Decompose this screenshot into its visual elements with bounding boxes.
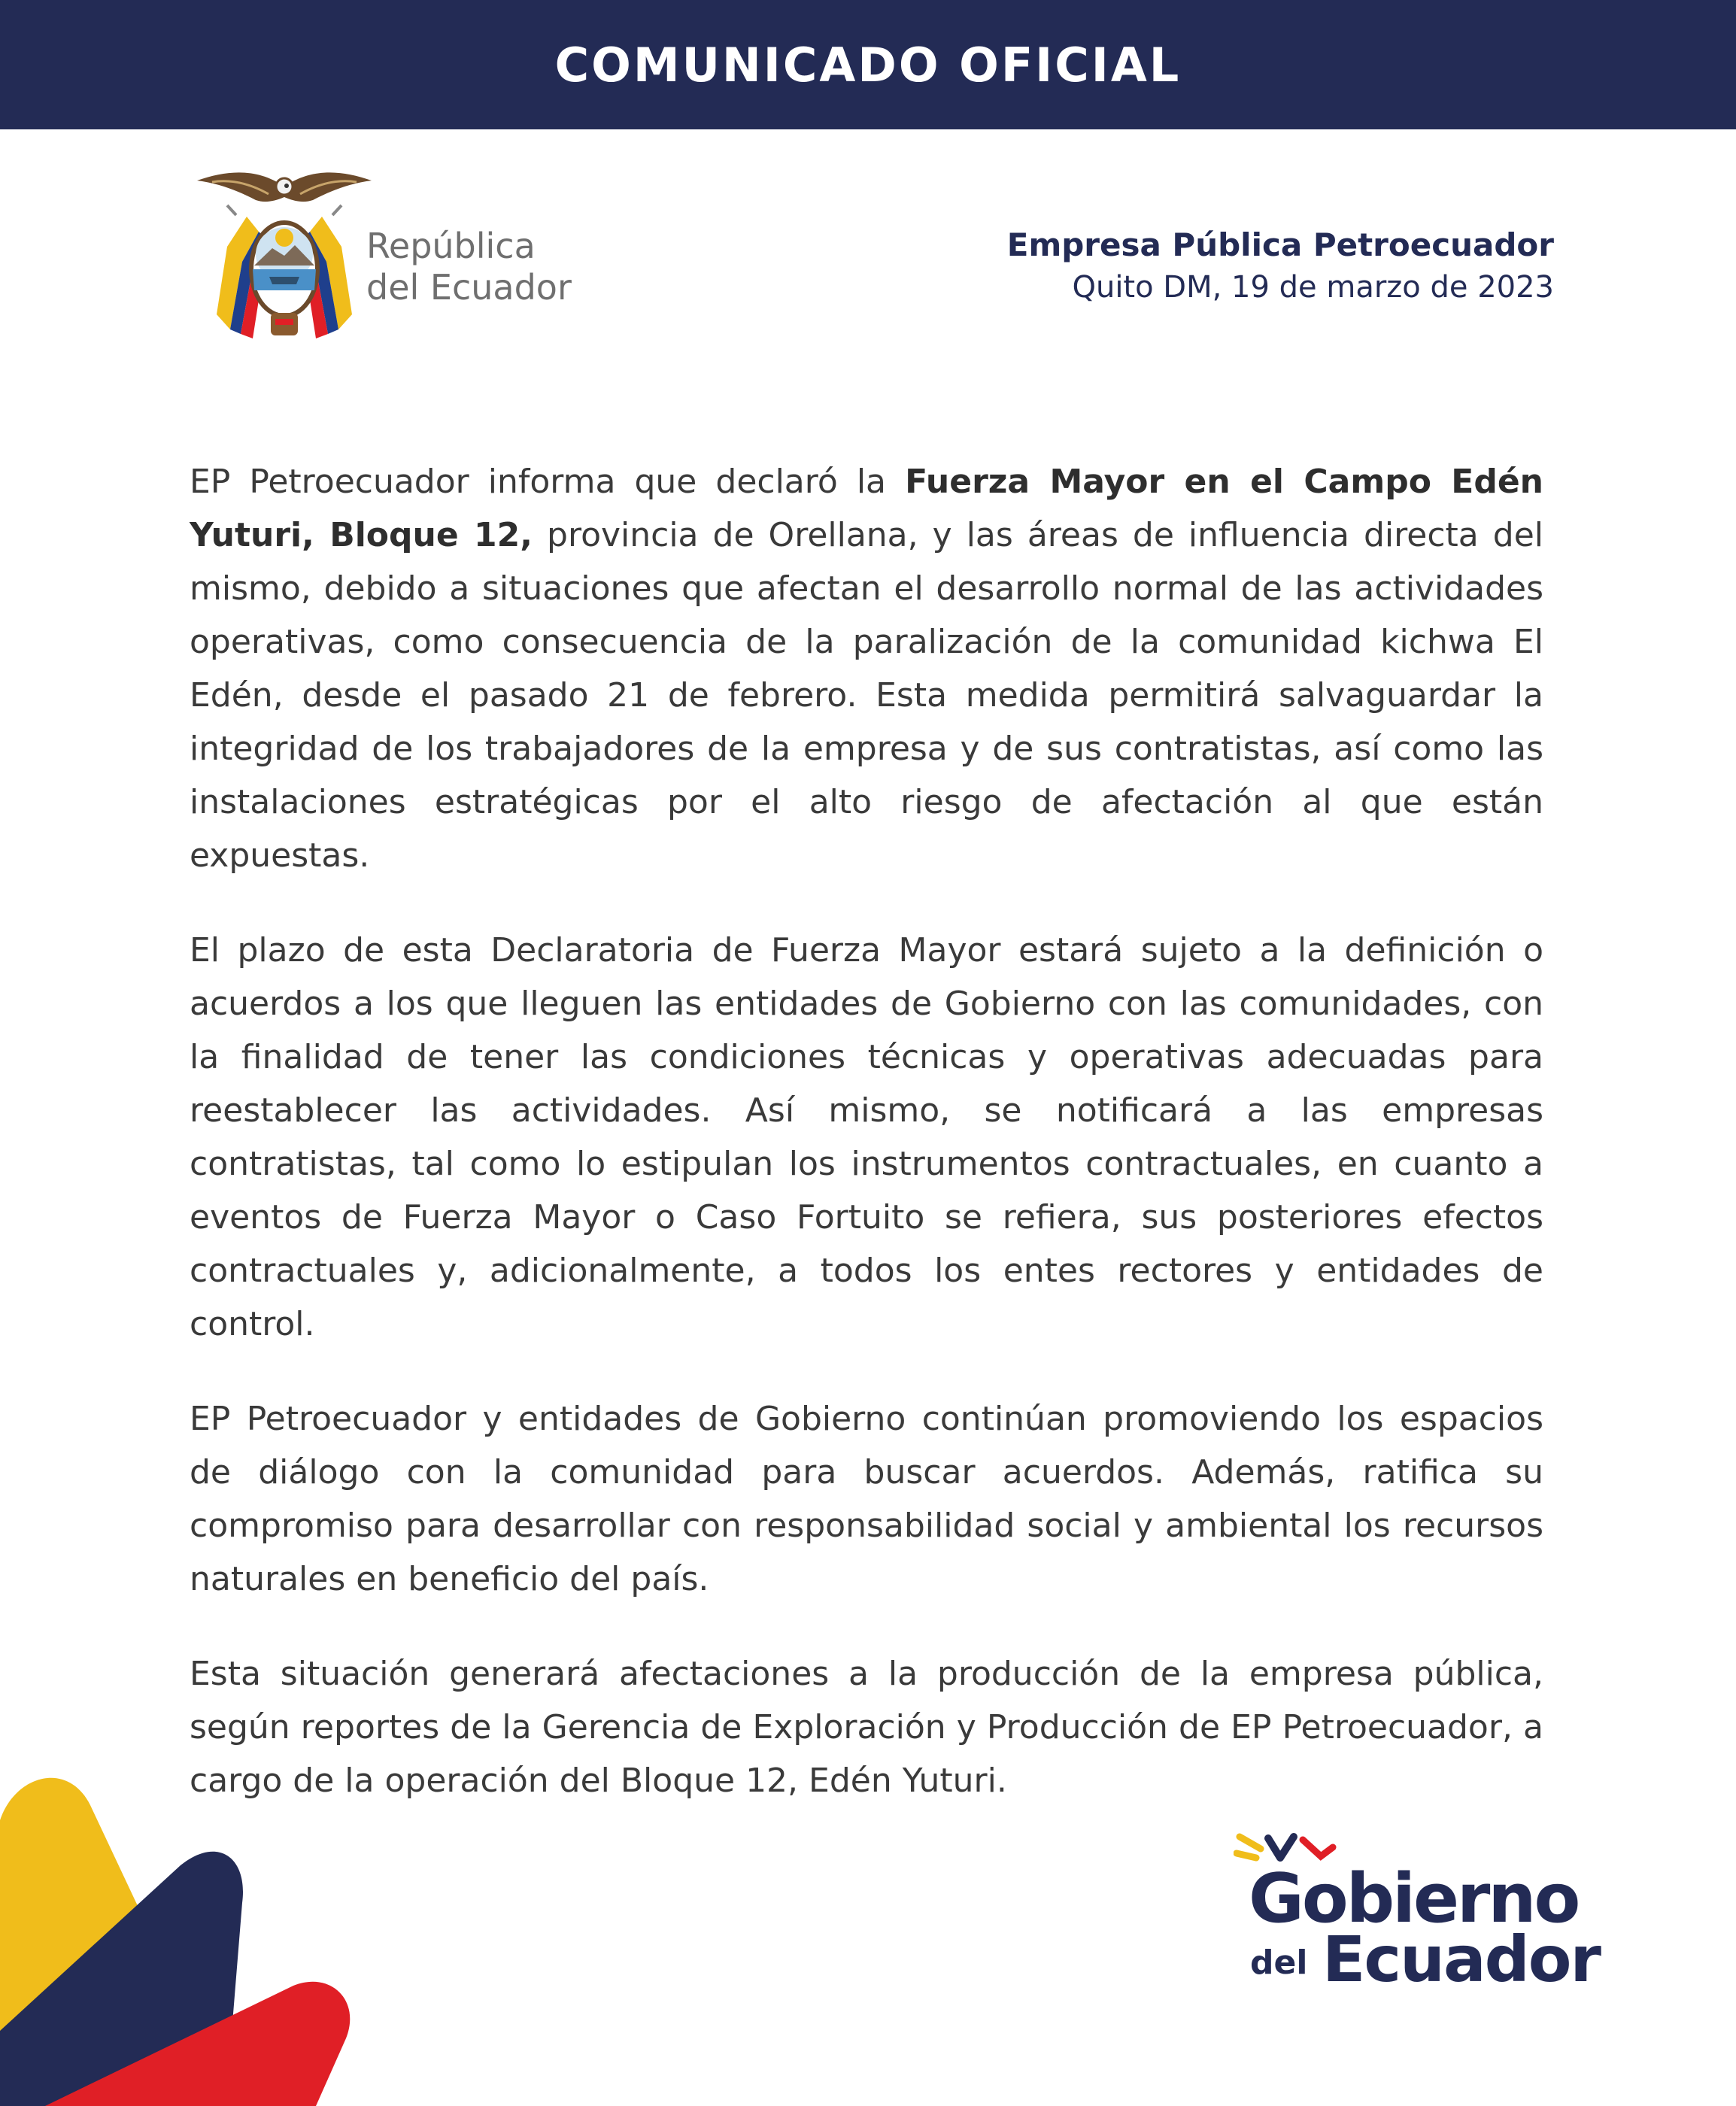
paragraph-2: El plazo de esta Declaratoria de Fuerza Mayor estará sujeto a la definición o acuerdos a los que lleguen las entidades de Gobierno con las comunidades, con la finalidad de tener las condiciones técnicas y operativas adecuadas para reestablecer las actividades. Así mismo, se notificará a las empresas contratistas, tal como lo estipulan los instrumentos contractuales, en cuanto a eventos de Fuerza Mayor o Caso Fortuito se refiera, sus posteriores efectos contractuales y, adicionalmente, a todos los entes rectores y entidades de control.: [190, 931, 1543, 1343]
paragraph-1: [190, 455, 1543, 882]
communique-body: [190, 455, 1543, 1849]
republica-del-ecuador-label: [366, 226, 572, 308]
del-word: del: [1250, 1944, 1308, 1982]
paragraph-1-bold: Fuerza Mayor en el Campo Edén Yuturi, Bloque 12,: [190, 463, 1544, 554]
ecuador-word: Ecuador: [1322, 1922, 1600, 1996]
republica-line1: República: [366, 226, 536, 266]
paragraph-4: Esta situación generará afectaciones a la producción de la empresa pública, según reportes de la Gerencia de Exploración y Producción de EP Petroecuador, a cargo de la operación del Bloque 12, Edén Yuturi.: [190, 1655, 1543, 1800]
paragraph-1-rest: provincia de Orellana, y las áreas de influencia directa del mismo, debido a situaciones que afectan el desarrollo normal de las actividades operativas, como consecuencia de la paralización de la comunidad kichwa El Edén, desde el pasado 21 de febrero. Esta medida permitirá salvaguardar la integridad de los trabajadores de la empresa y de sus contratistas, así como las instalaciones estratégicas por el alto riesgo de afectación al que están expuestas.: [190, 516, 1543, 875]
page-title: COMUNICADO OFICIAL: [554, 37, 1182, 93]
tricolor-decoration: [0, 1760, 376, 2106]
paragraph-1-lead: EP Petroecuador informa que declaró la: [190, 463, 906, 501]
issuer-organization: Empresa Pública Petroecuador: [1006, 226, 1554, 263]
issuer-block: [1007, 224, 1554, 308]
republica-line2: del Ecuador: [366, 267, 572, 308]
header-bar: [0, 0, 1736, 129]
paragraph-3: EP Petroecuador y entidades de Gobierno continúan promoviendo los espacios de diálogo con la comunidad para buscar acuerdos. Además, ratifica su compromiso para desarrollar con responsabilidad social y ambiental los recursos naturales en beneficio del país.: [190, 1400, 1543, 1598]
gobierno-word: Gobierno: [1249, 1859, 1579, 1938]
gobierno-del-ecuador-logo: [1226, 1820, 1600, 2001]
ecuador-coat-of-arms-icon: [197, 164, 372, 344]
issuer-place-date: Quito DM, 19 de marzo de 2023: [1072, 270, 1554, 305]
